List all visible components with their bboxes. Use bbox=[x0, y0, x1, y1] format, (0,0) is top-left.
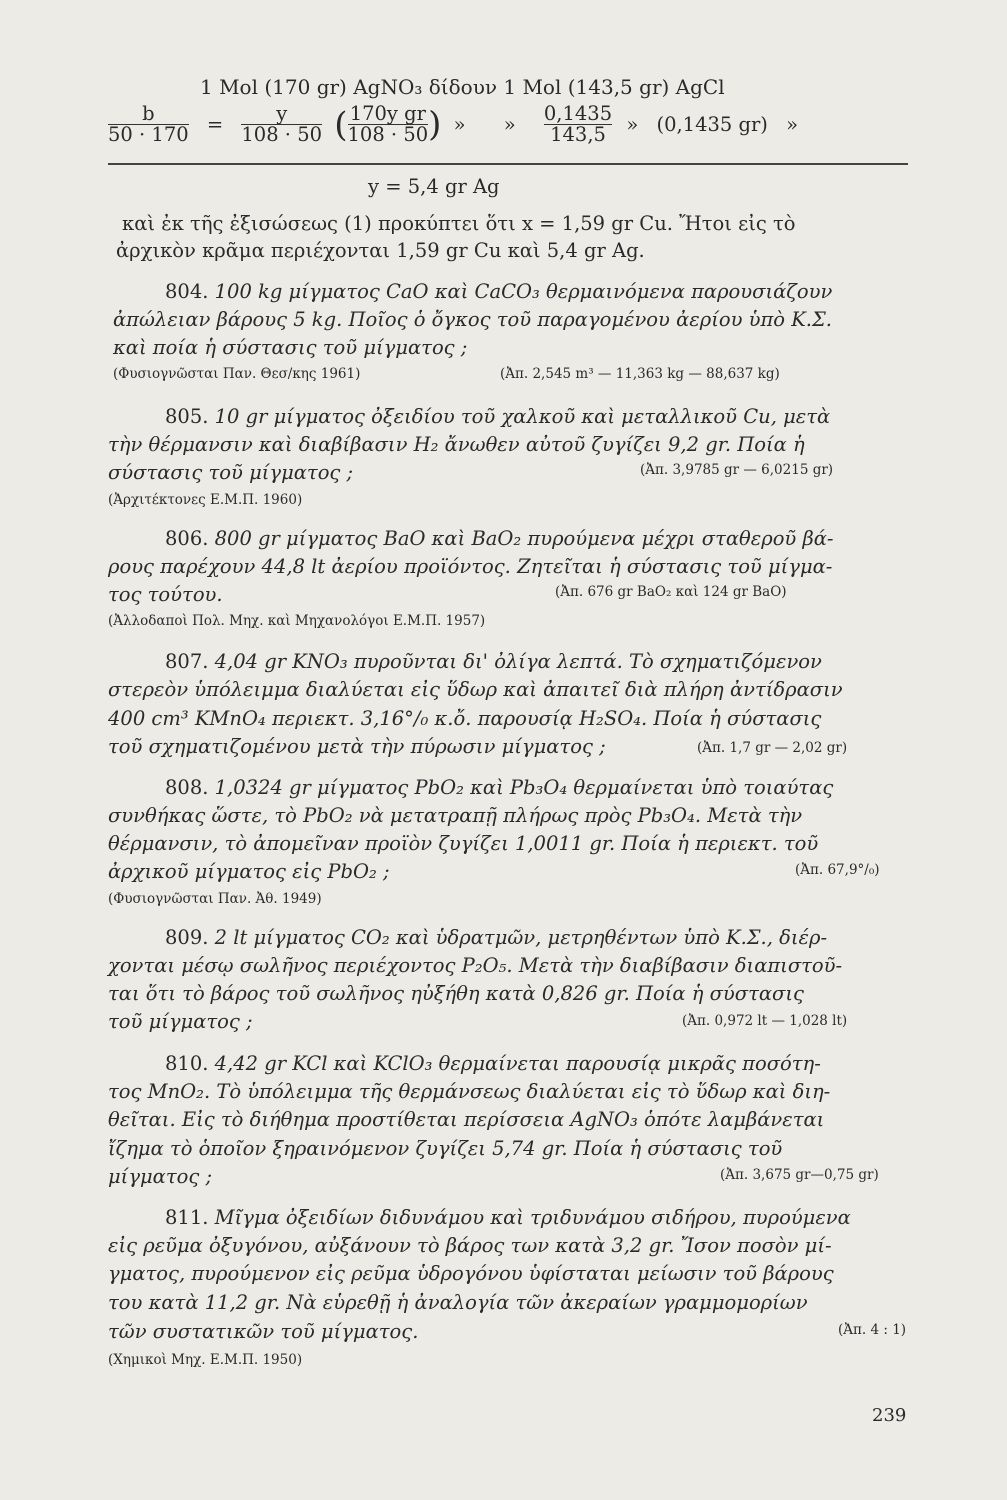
problem-808 bbox=[165, 776, 833, 800]
conclusion-line: ἀρχικὸν κρᾶμα περιέχονται 1,59 gr Cu καὶ 5,4 gr Ag. bbox=[116, 239, 645, 262]
frac-num: 0,1435 bbox=[543, 102, 613, 125]
problem-text: 100 kg μίγματος CaO καὶ CaCO₃ θερμαινόμενα παρουσιάζουν bbox=[214, 280, 833, 303]
conclusion-line: καὶ ἐκ τῆς ἐξισώσεως (1) προκύπτει ὅτι x = 1,59 gr Cu. Ἤτοι εἰς τὸ bbox=[122, 212, 796, 235]
problem-text: μίγματος ; bbox=[108, 1165, 213, 1188]
problem-answer: (Ἀπ. 2,545 m³ — 11,363 kg — 88,637 kg) bbox=[500, 366, 780, 382]
ditto-mark: » bbox=[786, 113, 799, 136]
problem-text: τὴν θέρμανσιν καὶ διαβίβασιν H₂ ἄνωθεν αὐτοῦ ζυγίζει 9,2 gr. Ποία ἡ bbox=[108, 433, 805, 456]
frac-den: 108 · 50 bbox=[347, 123, 429, 146]
problem-number: 810. bbox=[165, 1052, 209, 1075]
problem-number: 811. bbox=[165, 1206, 209, 1229]
problem-number: 804. bbox=[165, 280, 209, 303]
result-line: y = 5,4 gr Ag bbox=[368, 175, 500, 198]
divider-line bbox=[108, 163, 908, 165]
problem-809 bbox=[165, 926, 827, 950]
problem-text: τῶν συστατικῶν τοῦ μίγματος. bbox=[108, 1320, 419, 1343]
ditto-mark: » bbox=[503, 113, 516, 136]
problem-answer: (Ἀπ. 3,9785 gr — 6,0215 gr) bbox=[640, 462, 834, 478]
problem-text: ἀρχικοῦ μίγματος εἰς PbO₂ ; bbox=[108, 860, 390, 883]
problem-source: (Φυσιογνῶσται Παν. Ἀθ. 1949) bbox=[108, 891, 322, 907]
frac-num: y bbox=[276, 102, 288, 125]
frac-num: b bbox=[142, 102, 155, 125]
problem-text: τοῦ σχηματιζομένου μετὰ τὴν πύρωσιν μίγματος ; bbox=[108, 735, 606, 758]
header-line: 1 Mol (170 gr) AgNO₃ δίδουν 1 Mol (143,5 gr) AgCl bbox=[200, 75, 725, 99]
problem-source: (Φυσιογνῶσται Παν. Θεσ/κης 1961) bbox=[113, 366, 361, 382]
equals-sign: = bbox=[206, 113, 224, 136]
problem-text: συνθήκας ὥστε, τὸ PbO₂ νὰ μετατραπῇ πλήρως πρὸς Pb₃O₄. Μετὰ τὴν bbox=[108, 804, 803, 827]
problem-answer: (Ἀπ. 1,7 gr — 2,02 gr) bbox=[697, 740, 848, 756]
problem-source: (Ἀλλοδαποὶ Πολ. Μηχ. καὶ Μηχανολόγοι Ε.Μ.Π. 1957) bbox=[108, 613, 486, 629]
ditto-mark: » bbox=[453, 113, 466, 136]
problem-text: 800 gr μίγματος BaO καὶ BaO₂ πυρούμενα μέχρι σταθεροῦ βά- bbox=[214, 527, 834, 550]
problem-text: του κατὰ 11,2 gr. Νὰ εὑρεθῇ ἡ ἀναλογία τῶν ἀκεραίων γραμμομορίων bbox=[108, 1291, 808, 1314]
left-paren: ( bbox=[334, 104, 348, 145]
problem-text: ρους παρέχουν 44,8 lt ἀερίου προϊόντος. Ζητεῖται ἡ σύστασις τοῦ μίγμα- bbox=[108, 555, 833, 578]
problem-804 bbox=[165, 280, 832, 304]
problem-text: 2 lt μίγματος CO₂ καὶ ὑδρατμῶν, μετρηθέντων ὑπὸ Κ.Σ., διέρ- bbox=[214, 926, 828, 949]
problem-810 bbox=[165, 1052, 821, 1076]
problem-text: 400 cm³ KMnO₄ περιεκτ. 3,16°/₀ κ.ὄ. παρουσίᾳ H₂SO₄. Ποία ἡ σύστασις bbox=[108, 707, 822, 730]
problem-number: 808. bbox=[165, 776, 209, 799]
problem-text: θέρμανσιν, τὸ ἀπομεῖναν προϊὸν ζυγίζει 1,0011 gr. Ποία ἡ περιεκτ. τοῦ bbox=[108, 832, 819, 855]
problem-text: 4,04 gr KNO₃ πυροῦνται δι' ὀλίγα λεπτά. Τὸ σχηματιζόμενον bbox=[214, 650, 822, 673]
problem-answer: (Ἀπ. 0,972 lt — 1,028 lt) bbox=[682, 1013, 848, 1029]
problem-811 bbox=[165, 1206, 851, 1230]
equation-row bbox=[108, 104, 798, 145]
eq-tail: (0,1435 gr) bbox=[656, 113, 768, 136]
fraction-y bbox=[241, 104, 322, 145]
problem-source: (Χημικοὶ Μηχ. Ε.Μ.Π. 1950) bbox=[108, 1352, 303, 1368]
problem-text: ται ὅτι τὸ βάρος τοῦ σωλῆνος ηὐξήθη κατὰ 0,826 gr. Ποία ἡ σύστασις bbox=[108, 982, 804, 1005]
problem-answer: (Ἀπ. 4 : 1) bbox=[838, 1322, 907, 1338]
problem-number: 806. bbox=[165, 527, 209, 550]
problem-807 bbox=[165, 650, 822, 674]
problem-number: 807. bbox=[165, 650, 209, 673]
problem-number: 805. bbox=[165, 405, 209, 428]
frac-den: 50 · 170 bbox=[108, 123, 189, 146]
page-number: 239 bbox=[872, 1405, 907, 1426]
problem-805 bbox=[165, 405, 830, 429]
problem-text: γματος, πυρούμενον εἰς ρεῦμα ὑδρογόνου ὑφίσταται μείωσιν τοῦ βάρους bbox=[108, 1262, 834, 1285]
problem-text: τος τούτου. bbox=[108, 583, 223, 606]
problem-text: 1,0324 gr μίγματος PbO₂ καὶ Pb₃O₄ θερμαίνεται ὑπὸ τοιαύτας bbox=[214, 776, 834, 799]
fraction-170y bbox=[348, 104, 429, 145]
problem-answer: (Ἀπ. 67,9°/₀) bbox=[795, 862, 880, 878]
right-paren: ) bbox=[428, 104, 442, 145]
problem-text: καὶ ποία ἡ σύστασις τοῦ μίγματος ; bbox=[113, 336, 468, 359]
problem-answer: (Ἀπ. 676 gr BaO₂ καὶ 124 gr BaO) bbox=[555, 584, 787, 600]
problem-806 bbox=[165, 527, 834, 551]
problem-number: 809. bbox=[165, 926, 209, 949]
frac-den: 143,5 bbox=[544, 124, 612, 145]
problem-text: ἴζημα τὸ ὁποῖον ξηραινόμενον ζυγίζει 5,74 gr. Ποία ἡ σύστασις τοῦ bbox=[108, 1137, 783, 1160]
problem-text: Μῖγμα ὀξειδίων διδυνάμου καὶ τριδυνάμου σιδήρου, πυρούμενα bbox=[214, 1206, 851, 1229]
problem-text: σύστασις τοῦ μίγματος ; bbox=[108, 461, 354, 484]
problem-answer: (Ἀπ. 3,675 gr—0,75 gr) bbox=[720, 1167, 879, 1183]
fraction-b bbox=[108, 104, 189, 145]
problem-source: (Ἀρχιτέκτονες Ε.Μ.Π. 1960) bbox=[108, 492, 303, 508]
problem-text: 4,42 gr KCl καὶ KClO₃ θερμαίνεται παρουσίᾳ μικρᾶς ποσότη- bbox=[214, 1052, 821, 1075]
ditto-mark: » bbox=[626, 113, 639, 136]
frac-num: 170y gr bbox=[349, 102, 426, 125]
problem-text: θεῖται. Εἰς τὸ διήθημα προστίθεται περίσσεια AgNO₃ ὁπότε λαμβάνεται bbox=[108, 1108, 825, 1131]
frac-den: 108 · 50 bbox=[241, 123, 323, 146]
problem-text: 10 gr μίγματος ὀξειδίου τοῦ χαλκοῦ καὶ μεταλλικοῦ Cu, μετὰ bbox=[214, 405, 831, 428]
problem-text: εἰς ρεῦμα ὀξυγόνου, αὐξάνουν τὸ βάρος των κατὰ 3,2 gr. Ἴσον ποσὸν μί- bbox=[108, 1234, 832, 1257]
problem-text: ἀπώλειαν βάρους 5 kg. Ποῖος ὁ ὄγκος τοῦ παραγομένου ἀερίου ὑπὸ Κ.Σ. bbox=[113, 308, 832, 331]
problem-text: τος MnO₂. Τὸ ὑπόλειμμα τῆς θερμάνσεως διαλύεται εἰς τὸ ὕδωρ καὶ διη- bbox=[108, 1080, 831, 1103]
fraction-01435 bbox=[544, 104, 612, 145]
problem-text: τοῦ μίγματος ; bbox=[108, 1010, 253, 1033]
problem-text: χονται μέσῳ σωλῆνος περιέχοντος P₂O₅. Μετὰ τὴν διαβίβασιν διαπιστοῦ- bbox=[108, 954, 843, 977]
problem-text: στερεὸν ὑπόλειμμα διαλύεται εἰς ὕδωρ καὶ ἀπαιτεῖ διὰ πλήρη ἀντίδρασιν bbox=[108, 678, 843, 701]
